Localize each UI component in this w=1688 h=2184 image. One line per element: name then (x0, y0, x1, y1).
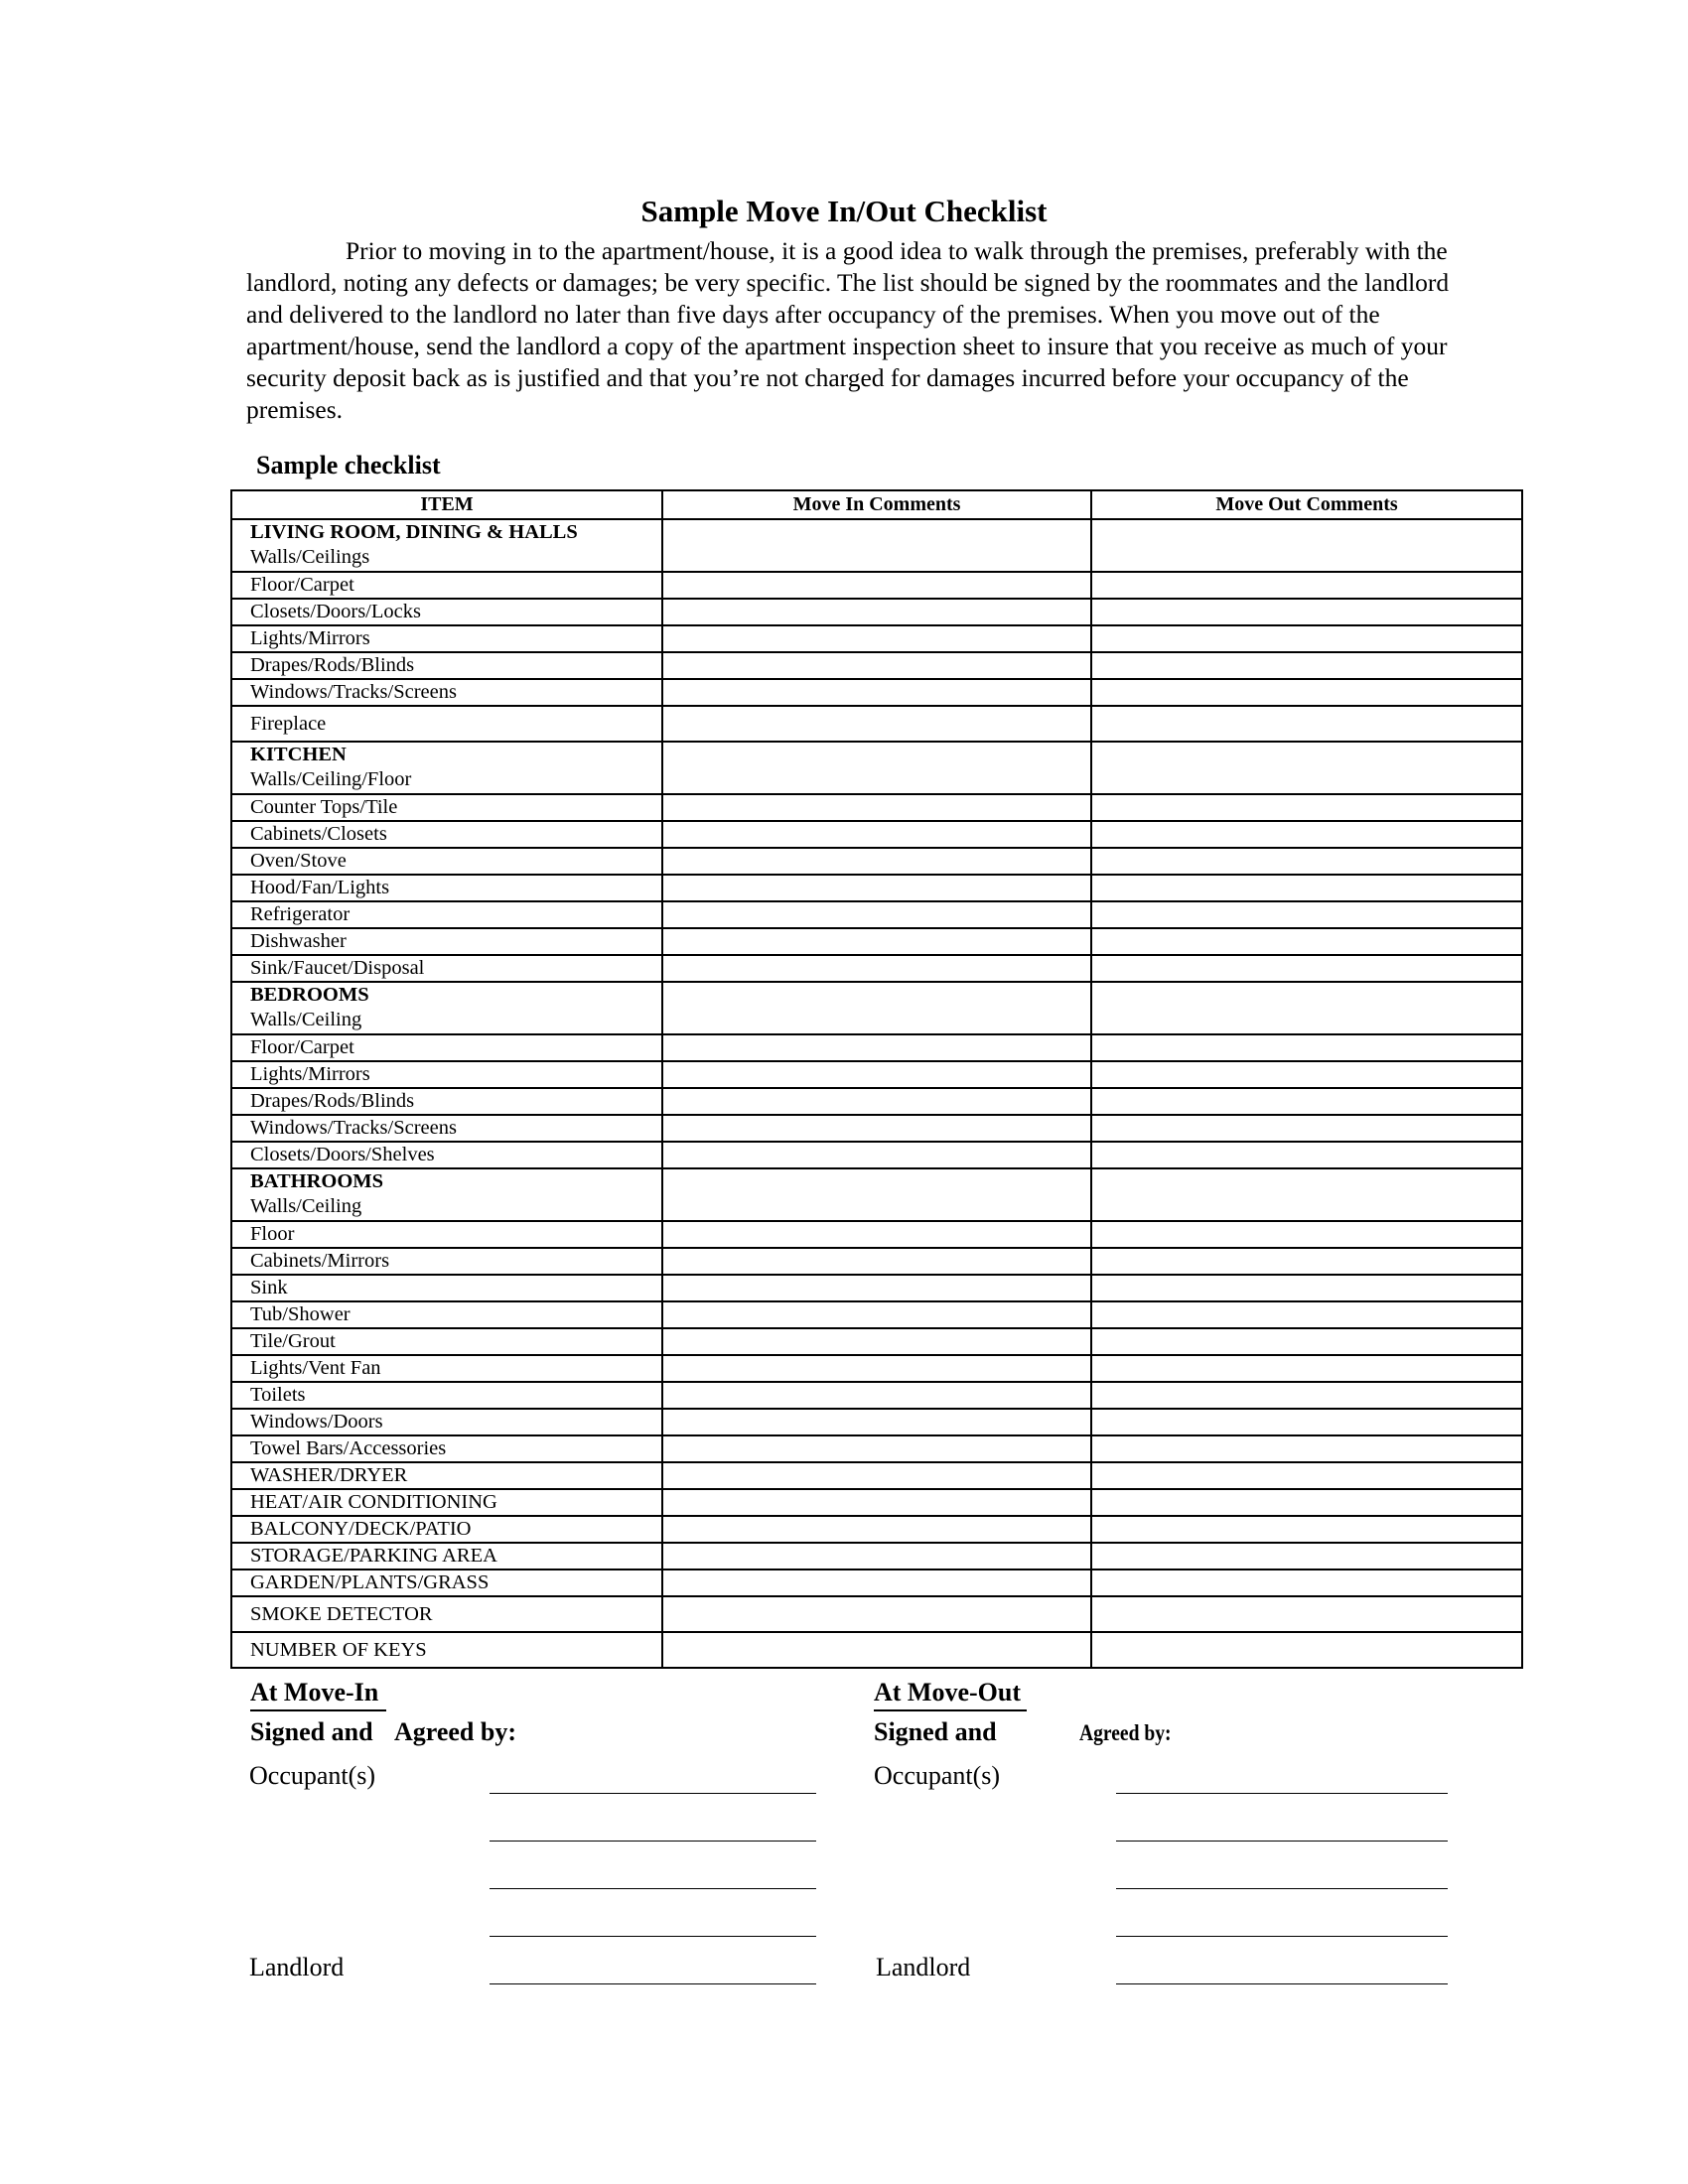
checklist-table (230, 489, 1523, 1669)
move-in-comment-cell[interactable] (662, 1543, 1091, 1570)
intro-paragraph: Prior to moving in to the apartment/house, it is a good idea to walk through the premises, preferably with the landlord, noting any defects or damages; be very specific. The list should be signed by the roommates and the landlord and delivered to the landlord no later than five days after occupancy of the premises. When you move out of the apartment/house, send the landlord a copy of the apartment inspection sheet to insure that you receive as much of your security deposit back as is justified and that you’re not charged for damages incurred before your occupancy of the premises. (246, 236, 1450, 424)
move-out-comment-cell[interactable] (1091, 1328, 1522, 1355)
move-out-comment-cell[interactable] (1091, 742, 1522, 794)
move-in-comment-cell[interactable] (662, 706, 1091, 742)
table-row (231, 1275, 1522, 1301)
item-cell (231, 982, 662, 1034)
item-label: Counter Tops/Tile (250, 796, 398, 818)
move-in-comment-cell[interactable] (662, 875, 1091, 901)
move-in-comment-cell[interactable] (662, 955, 1091, 982)
item-cell (231, 1355, 662, 1382)
move-out-comment-cell[interactable] (1091, 679, 1522, 706)
item-label: Drapes/Rods/Blinds (250, 1090, 415, 1112)
table-row (231, 1142, 1522, 1168)
section-heading: KITCHEN (250, 744, 347, 765)
table-row (231, 679, 1522, 706)
move-in-comment-cell[interactable] (662, 1596, 1091, 1632)
item-label: SMOKE DETECTOR (250, 1603, 433, 1625)
item-label: Toilets (250, 1384, 306, 1406)
item-cell (231, 1034, 662, 1061)
item-cell (231, 1409, 662, 1435)
item-label: Dishwasher (250, 930, 347, 952)
item-cell (231, 742, 662, 794)
item-cell (231, 519, 662, 572)
move-in-landlord-signature-line[interactable] (490, 1983, 816, 1984)
move-in-comment-cell[interactable] (662, 901, 1091, 928)
item-cell (231, 794, 662, 821)
move-in-comment-cell[interactable] (662, 625, 1091, 652)
item-label: Closets/Doors/Shelves (250, 1144, 435, 1165)
item-cell (231, 928, 662, 955)
table-row (231, 519, 1522, 572)
move-in-heading: At Move-In (250, 1678, 386, 1711)
item-cell (231, 901, 662, 928)
move-out-comment-cell[interactable] (1091, 519, 1522, 572)
table-row (231, 1248, 1522, 1275)
item-cell (231, 1489, 662, 1516)
move-out-comment-cell[interactable] (1091, 955, 1522, 982)
item-label: Windows/Tracks/Screens (250, 681, 457, 703)
item-cell (231, 572, 662, 599)
move-in-comment-cell[interactable] (662, 1168, 1091, 1221)
move-out-comment-cell[interactable] (1091, 794, 1522, 821)
table-row (231, 1088, 1522, 1115)
item-label: STORAGE/PARKING AREA (250, 1545, 497, 1567)
table-row (231, 625, 1522, 652)
item-cell (231, 1328, 662, 1355)
item-label: Drapes/Rods/Blinds (250, 654, 415, 676)
item-label: Walls/Ceiling (250, 1009, 362, 1030)
move-in-comment-cell[interactable] (662, 1115, 1091, 1142)
move-in-comment-cell[interactable] (662, 1248, 1091, 1275)
table-row (231, 599, 1522, 625)
item-label: Towel Bars/Accessories (250, 1437, 447, 1459)
checklist-heading: Sample checklist (256, 451, 441, 479)
move-out-comment-cell[interactable] (1091, 1435, 1522, 1462)
table-row (231, 982, 1522, 1034)
table-row (231, 794, 1522, 821)
item-cell (231, 625, 662, 652)
move-in-comment-cell[interactable] (662, 572, 1091, 599)
item-label: Walls/Ceiling (250, 1195, 362, 1217)
item-label: Lights/Mirrors (250, 627, 370, 649)
checklist-table-container (230, 489, 1521, 1669)
item-cell (231, 1142, 662, 1168)
item-cell (231, 706, 662, 742)
move-out-comment-cell[interactable] (1091, 1409, 1522, 1435)
item-label: Hood/Fan/Lights (250, 877, 390, 898)
move-out-comment-cell[interactable] (1091, 1034, 1522, 1061)
item-cell (231, 599, 662, 625)
item-label: Sink/Faucet/Disposal (250, 957, 425, 979)
item-cell (231, 1462, 662, 1489)
table-row (231, 901, 1522, 928)
move-in-comment-cell[interactable] (662, 848, 1091, 875)
move-in-comment-cell[interactable] (662, 1382, 1091, 1409)
item-cell (231, 848, 662, 875)
move-in-comment-cell[interactable] (662, 982, 1091, 1034)
table-row (231, 1382, 1522, 1409)
table-row (231, 848, 1522, 875)
move-out-occupant-signature-line-3[interactable] (1116, 1888, 1448, 1889)
move-out-comment-cell[interactable] (1091, 1632, 1522, 1668)
move-out-heading: At Move-Out (874, 1678, 1027, 1711)
item-cell (231, 955, 662, 982)
move-out-occupants-label: Occupant(s) (874, 1761, 1001, 1790)
move-in-agreed-by: Agreed by: (394, 1717, 517, 1746)
move-in-comment-cell[interactable] (662, 1034, 1091, 1061)
move-in-comment-cell[interactable] (662, 1142, 1091, 1168)
table-row (231, 1435, 1522, 1462)
item-cell (231, 1632, 662, 1668)
move-out-comment-cell[interactable] (1091, 1061, 1522, 1088)
move-out-comment-cell[interactable] (1091, 652, 1522, 679)
move-in-comment-cell[interactable] (662, 1516, 1091, 1543)
item-label: Refrigerator (250, 903, 351, 925)
item-label: Floor (250, 1223, 295, 1245)
move-in-comment-cell[interactable] (662, 928, 1091, 955)
item-cell (231, 1596, 662, 1632)
move-out-comment-cell[interactable] (1091, 1570, 1522, 1596)
move-out-comment-cell[interactable] (1091, 1489, 1522, 1516)
move-out-landlord-signature-line[interactable] (1116, 1983, 1448, 1984)
move-out-comment-cell[interactable] (1091, 1088, 1522, 1115)
move-in-landlord-label: Landlord (249, 1953, 345, 1981)
move-out-comment-cell[interactable] (1091, 875, 1522, 901)
item-label: GARDEN/PLANTS/GRASS (250, 1571, 490, 1593)
item-label: Lights/Mirrors (250, 1063, 370, 1085)
item-label: Closets/Doors/Locks (250, 601, 421, 622)
table-row (231, 1409, 1522, 1435)
item-cell (231, 1301, 662, 1328)
item-label: BALCONY/DECK/PATIO (250, 1518, 472, 1540)
move-in-comment-cell[interactable] (662, 1570, 1091, 1596)
table-row (231, 1328, 1522, 1355)
table-row (231, 1632, 1522, 1668)
table-row (231, 1489, 1522, 1516)
move-in-comment-cell[interactable] (662, 1435, 1091, 1462)
move-in-comment-cell[interactable] (662, 742, 1091, 794)
move-out-comment-cell[interactable] (1091, 1596, 1522, 1632)
move-in-comment-cell[interactable] (662, 1275, 1091, 1301)
table-row (231, 652, 1522, 679)
table-row (231, 1034, 1522, 1061)
move-in-occupant-signature-line-2[interactable] (490, 1841, 816, 1842)
move-out-comment-cell[interactable] (1091, 982, 1522, 1034)
item-label: Tile/Grout (250, 1330, 336, 1352)
move-out-comment-cell[interactable] (1091, 1221, 1522, 1248)
move-out-comment-cell[interactable] (1091, 1168, 1522, 1221)
move-out-comment-cell[interactable] (1091, 1355, 1522, 1382)
move-out-occupant-signature-line-2[interactable] (1116, 1841, 1448, 1842)
move-out-comment-cell[interactable] (1091, 928, 1522, 955)
move-in-comment-cell[interactable] (662, 794, 1091, 821)
move-in-comment-cell[interactable] (662, 1355, 1091, 1382)
item-cell (231, 1543, 662, 1570)
item-label: Lights/Vent Fan (250, 1357, 381, 1379)
move-out-comment-cell[interactable] (1091, 572, 1522, 599)
table-row (231, 821, 1522, 848)
table-row (231, 1355, 1522, 1382)
move-out-comment-cell[interactable] (1091, 1275, 1522, 1301)
table-row (231, 742, 1522, 794)
table-row (231, 1115, 1522, 1142)
table-row (231, 928, 1522, 955)
item-cell (231, 1435, 662, 1462)
move-out-comment-cell[interactable] (1091, 1142, 1522, 1168)
move-out-landlord-label: Landlord (876, 1953, 971, 1981)
item-cell (231, 875, 662, 901)
table-row (231, 955, 1522, 982)
move-out-comment-cell[interactable] (1091, 1543, 1522, 1570)
item-cell (231, 1115, 662, 1142)
table-row (231, 1221, 1522, 1248)
table-row (231, 875, 1522, 901)
item-cell (231, 821, 662, 848)
item-label: NUMBER OF KEYS (250, 1639, 427, 1661)
column-header-move-out: Move Out Comments (1091, 490, 1522, 519)
item-label: Cabinets/Closets (250, 823, 387, 845)
item-cell (231, 1275, 662, 1301)
move-out-comment-cell[interactable] (1091, 1516, 1522, 1543)
move-in-comment-cell[interactable] (662, 679, 1091, 706)
checklist-body (231, 519, 1522, 1668)
move-out-comment-cell[interactable] (1091, 1382, 1522, 1409)
move-in-occupants-label: Occupant(s) (249, 1761, 376, 1790)
move-out-comment-cell[interactable] (1091, 599, 1522, 625)
item-label: Floor/Carpet (250, 1036, 354, 1058)
item-cell (231, 1570, 662, 1596)
table-row (231, 1061, 1522, 1088)
item-cell (231, 1221, 662, 1248)
move-in-comment-cell[interactable] (662, 821, 1091, 848)
move-in-comment-cell[interactable] (662, 1088, 1091, 1115)
item-label: Walls/Ceiling/Floor (250, 768, 412, 790)
move-in-comment-cell[interactable] (662, 1462, 1091, 1489)
move-in-comment-cell[interactable] (662, 1409, 1091, 1435)
item-label: Tub/Shower (250, 1303, 351, 1325)
move-out-comment-cell[interactable] (1091, 848, 1522, 875)
move-out-comment-cell[interactable] (1091, 1462, 1522, 1489)
move-in-comment-cell[interactable] (662, 1061, 1091, 1088)
table-row (231, 1462, 1522, 1489)
table-row (231, 1596, 1522, 1632)
page-title: Sample Move In/Out Checklist (640, 194, 1048, 228)
item-label: Oven/Stove (250, 850, 347, 872)
table-row (231, 572, 1522, 599)
table-row (231, 706, 1522, 742)
section-heading: BEDROOMS (250, 984, 369, 1006)
item-label: Windows/Tracks/Screens (250, 1117, 457, 1139)
move-in-comment-cell[interactable] (662, 599, 1091, 625)
table-row (231, 1516, 1522, 1543)
move-in-occupant-signature-line-1[interactable] (490, 1793, 816, 1794)
item-cell (231, 1516, 662, 1543)
move-out-agreed-by: Agreed by: (1079, 1720, 1172, 1745)
item-cell (231, 652, 662, 679)
item-label: Walls/Ceilings (250, 546, 370, 568)
move-in-comment-cell[interactable] (662, 519, 1091, 572)
move-out-comment-cell[interactable] (1091, 901, 1522, 928)
table-header-row (231, 490, 1522, 519)
item-cell (231, 1088, 662, 1115)
section-heading: BATHROOMS (250, 1170, 384, 1192)
move-in-comment-cell[interactable] (662, 1632, 1091, 1668)
move-out-comment-cell[interactable] (1091, 1248, 1522, 1275)
item-label: Windows/Doors (250, 1411, 383, 1433)
item-label: HEAT/AIR CONDITIONING (250, 1491, 497, 1513)
item-cell (231, 1248, 662, 1275)
move-out-comment-cell[interactable] (1091, 625, 1522, 652)
item-label: Floor/Carpet (250, 574, 354, 596)
move-out-occupant-signature-line-1[interactable] (1116, 1793, 1448, 1794)
move-out-comment-cell[interactable] (1091, 1115, 1522, 1142)
item-label: Sink (250, 1277, 288, 1298)
move-in-comment-cell[interactable] (662, 1221, 1091, 1248)
item-cell (231, 679, 662, 706)
item-label: Cabinets/Mirrors (250, 1250, 390, 1272)
column-header-move-in: Move In Comments (662, 490, 1091, 519)
move-in-comment-cell[interactable] (662, 652, 1091, 679)
table-row (231, 1168, 1522, 1221)
column-header-item: ITEM (231, 490, 662, 519)
move-out-comment-cell[interactable] (1091, 706, 1522, 742)
table-row (231, 1570, 1522, 1596)
item-cell (231, 1168, 662, 1221)
move-in-comment-cell[interactable] (662, 1489, 1091, 1516)
table-row (231, 1543, 1522, 1570)
move-out-signed-and: Signed and (874, 1717, 997, 1746)
item-label: Fireplace (250, 713, 327, 735)
move-in-comment-cell[interactable] (662, 1328, 1091, 1355)
item-cell (231, 1382, 662, 1409)
move-in-signed-and: Signed and (250, 1717, 373, 1746)
move-in-occupant-signature-line-4[interactable] (490, 1936, 816, 1937)
item-cell (231, 1061, 662, 1088)
move-out-occupant-signature-line-4[interactable] (1116, 1936, 1448, 1937)
move-in-occupant-signature-line-3[interactable] (490, 1888, 816, 1889)
item-label: WASHER/DRYER (250, 1464, 408, 1486)
move-in-comment-cell[interactable] (662, 1301, 1091, 1328)
move-out-comment-cell[interactable] (1091, 821, 1522, 848)
table-row (231, 1301, 1522, 1328)
move-out-comment-cell[interactable] (1091, 1301, 1522, 1328)
section-heading: LIVING ROOM, DINING & HALLS (250, 521, 578, 543)
